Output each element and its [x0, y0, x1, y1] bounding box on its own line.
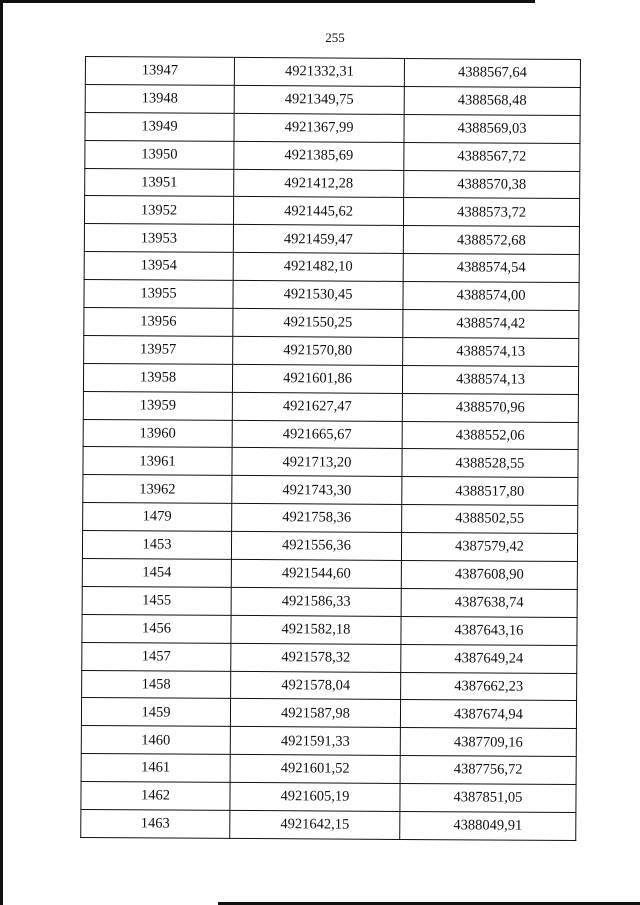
point-number-cell: 1463	[81, 810, 230, 839]
point-number-cell: 1453	[82, 531, 231, 560]
coordinates-table-wrapper	[80, 56, 580, 841]
x-coordinate-cell: 4921605,19	[230, 783, 400, 812]
table-row	[82, 586, 577, 617]
table-row	[82, 614, 577, 645]
x-coordinate-cell: 4921627,47	[232, 392, 402, 421]
point-number-cell: 13958	[83, 363, 232, 392]
y-coordinate-cell: 4388567,64	[404, 58, 580, 87]
point-number-cell: 1457	[82, 642, 231, 671]
table-row	[85, 57, 580, 88]
y-coordinate-cell: 4388568,48	[404, 86, 580, 115]
y-coordinate-cell: 4387638,74	[401, 588, 577, 617]
x-coordinate-cell: 4921578,04	[231, 671, 401, 700]
table-row	[83, 447, 578, 478]
table-row	[81, 810, 576, 841]
y-coordinate-cell: 4388570,96	[402, 393, 578, 422]
y-coordinate-cell: 4388569,03	[404, 114, 580, 143]
coordinates-table	[80, 56, 581, 841]
x-coordinate-cell: 4921642,15	[230, 810, 400, 839]
table-row	[83, 503, 578, 534]
y-coordinate-cell: 4387756,72	[400, 756, 576, 785]
y-coordinate-cell: 4388049,91	[400, 811, 576, 840]
x-coordinate-cell: 4921601,86	[232, 364, 402, 393]
point-number-cell: 13962	[83, 475, 232, 504]
point-number-cell: 1454	[82, 559, 231, 588]
point-number-cell: 1456	[82, 614, 231, 643]
point-number-cell: 1461	[81, 754, 230, 783]
point-number-cell: 13952	[84, 196, 233, 225]
table-row	[84, 196, 579, 227]
point-number-cell: 13950	[85, 140, 234, 169]
scan-left-edge	[0, 0, 3, 905]
x-coordinate-cell: 4921482,10	[233, 253, 403, 282]
y-coordinate-cell: 4388572,68	[403, 226, 579, 255]
table-row	[81, 726, 576, 757]
point-number-cell: 1459	[81, 698, 230, 727]
coordinates-table-body	[81, 57, 581, 841]
x-coordinate-cell: 4921665,67	[232, 420, 402, 449]
table-row	[84, 308, 579, 339]
point-number-cell: 13960	[83, 419, 232, 448]
table-row	[84, 252, 579, 283]
x-coordinate-cell: 4921332,31	[234, 57, 404, 86]
y-coordinate-cell: 4388570,38	[404, 170, 580, 199]
y-coordinate-cell: 4388574,42	[403, 309, 579, 338]
y-coordinate-cell: 4388573,72	[403, 198, 579, 227]
point-number-cell: 13947	[85, 57, 234, 86]
x-coordinate-cell: 4921544,60	[231, 559, 401, 588]
y-coordinate-cell: 4388517,80	[402, 477, 578, 506]
point-number-cell: 13956	[84, 308, 233, 337]
y-coordinate-cell: 4387643,16	[401, 616, 577, 645]
table-row	[84, 335, 579, 366]
y-coordinate-cell: 4387851,05	[400, 784, 576, 813]
table-row	[83, 363, 578, 394]
x-coordinate-cell: 4921445,62	[233, 197, 403, 226]
y-coordinate-cell: 4387709,16	[400, 728, 576, 757]
x-coordinate-cell: 4921550,25	[233, 308, 403, 337]
x-coordinate-cell: 4921591,33	[230, 727, 400, 756]
table-row	[84, 280, 579, 311]
point-number-cell: 13959	[83, 391, 232, 420]
x-coordinate-cell: 4921367,99	[234, 113, 404, 142]
y-coordinate-cell: 4387649,24	[401, 644, 577, 673]
x-coordinate-cell: 4921459,47	[233, 225, 403, 254]
point-number-cell: 1479	[83, 503, 232, 532]
point-number-cell: 13957	[84, 335, 233, 364]
point-number-cell: 13951	[85, 168, 234, 197]
y-coordinate-cell: 4388574,00	[403, 282, 579, 311]
table-row	[85, 140, 580, 171]
point-number-cell: 13954	[84, 252, 233, 281]
y-coordinate-cell: 4388528,55	[402, 449, 578, 478]
x-coordinate-cell: 4921570,80	[233, 336, 403, 365]
x-coordinate-cell: 4921349,75	[234, 85, 404, 114]
point-number-cell: 1455	[82, 586, 231, 615]
y-coordinate-cell: 4387608,90	[401, 560, 577, 589]
table-row	[85, 84, 580, 115]
y-coordinate-cell: 4388574,13	[402, 365, 578, 394]
x-coordinate-cell: 4921743,30	[232, 476, 402, 505]
scan-top-edge	[0, 0, 535, 3]
point-number-cell: 13955	[84, 280, 233, 309]
x-coordinate-cell: 4921758,36	[232, 504, 402, 533]
table-row	[85, 112, 580, 143]
x-coordinate-cell: 4921713,20	[232, 448, 402, 477]
x-coordinate-cell: 4921578,32	[231, 643, 401, 672]
table-row	[83, 475, 578, 506]
x-coordinate-cell: 4921587,98	[230, 699, 400, 728]
y-coordinate-cell: 4388574,13	[403, 337, 579, 366]
table-row	[81, 754, 576, 785]
point-number-cell: 13953	[84, 224, 233, 253]
x-coordinate-cell: 4921556,36	[231, 532, 401, 561]
page-number: 255	[325, 30, 345, 45]
x-coordinate-cell: 4921582,18	[231, 615, 401, 644]
table-row	[85, 168, 580, 199]
y-coordinate-cell: 4387662,23	[401, 672, 577, 701]
y-coordinate-cell: 4388567,72	[404, 142, 580, 171]
table-row	[83, 391, 578, 422]
y-coordinate-cell: 4387674,94	[400, 700, 576, 729]
x-coordinate-cell: 4921586,33	[231, 587, 401, 616]
table-row	[82, 531, 577, 562]
x-coordinate-cell: 4921385,69	[234, 141, 404, 170]
point-number-cell: 1462	[81, 782, 230, 811]
x-coordinate-cell: 4921412,28	[234, 169, 404, 198]
table-row	[82, 670, 577, 701]
point-number-cell: 1458	[82, 670, 231, 699]
point-number-cell: 13948	[85, 84, 234, 113]
point-number-cell: 13961	[83, 447, 232, 476]
point-number-cell: 13949	[85, 112, 234, 141]
table-row	[82, 642, 577, 673]
y-coordinate-cell: 4388574,54	[403, 254, 579, 283]
y-coordinate-cell: 4387579,42	[401, 533, 577, 562]
x-coordinate-cell: 4921530,45	[233, 281, 403, 310]
y-coordinate-cell: 4388502,55	[402, 505, 578, 534]
table-row	[83, 419, 578, 450]
y-coordinate-cell: 4388552,06	[402, 421, 578, 450]
x-coordinate-cell: 4921601,52	[230, 755, 400, 784]
point-number-cell: 1460	[81, 726, 230, 755]
table-row	[82, 559, 577, 590]
table-row	[84, 224, 579, 255]
table-row	[81, 698, 576, 729]
table-row	[81, 782, 576, 813]
